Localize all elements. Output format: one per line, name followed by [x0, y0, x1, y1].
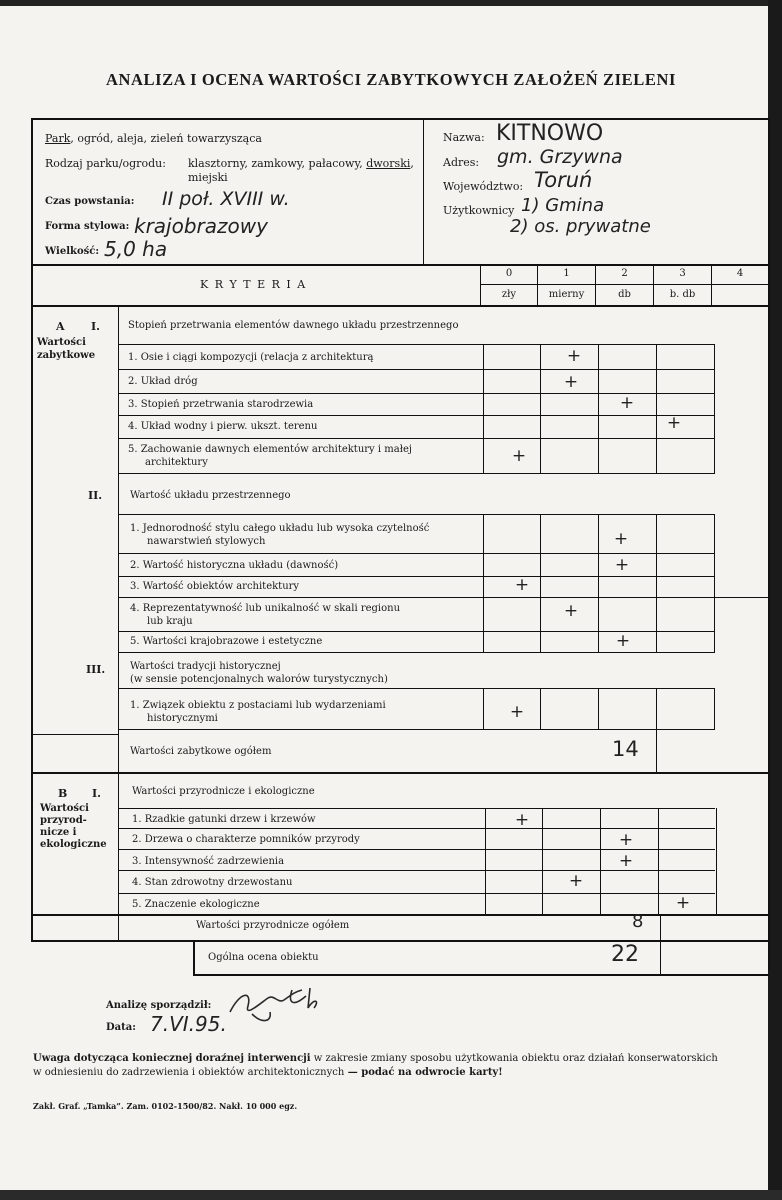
- a1-item-5-cont: architektury: [145, 457, 208, 468]
- woj-value: Toruń: [534, 168, 593, 192]
- scale-col-1-label: mierny: [548, 289, 585, 300]
- b-item-1: 1. Rzadkie gatunki drzew i krzewów: [132, 814, 316, 825]
- overall-value: 22: [611, 942, 639, 967]
- section-a-roman-iii: III.: [86, 663, 106, 676]
- czas-value: II poł. XVIII w.: [162, 188, 290, 210]
- scan-edge-top: [0, 0, 782, 6]
- mark-b-4: +: [568, 871, 584, 891]
- mark-a1-1: +: [566, 346, 582, 366]
- section-b-roman: I.: [92, 787, 101, 800]
- scan-edge-right: [768, 0, 782, 1200]
- rodzaj-opts-dworski: dworski: [366, 157, 411, 170]
- scale-col-3-label: b. db: [669, 289, 696, 300]
- mark-a2-2: +: [614, 555, 630, 575]
- rodzaj-options: [188, 157, 414, 170]
- b-item-2: 2. Drzewa o charakterze pomników przyrody: [132, 834, 360, 845]
- mark-a3-1: +: [509, 702, 525, 722]
- wielkosc-label: Wielkość:: [45, 246, 100, 257]
- mark-b-3: +: [618, 851, 634, 871]
- scale-col-2-label: db: [618, 289, 631, 300]
- mark-a2-5: +: [615, 631, 631, 651]
- a1-item-3: 3. Stopień przetrwania starodrzewia: [128, 399, 314, 410]
- section-a-roman-ii: II.: [88, 489, 103, 502]
- mark-b-2: +: [618, 830, 634, 850]
- a3-item-1-cont: historycznymi: [147, 713, 218, 724]
- wielkosc-value: 5,0 ha: [104, 237, 168, 261]
- section-a-letter: A: [56, 320, 65, 333]
- overall-label: Ogólna ocena obiektu: [208, 952, 319, 963]
- a-total-value: 14: [612, 737, 639, 761]
- a2-item-3: 3. Wartość obiektów architektury: [130, 581, 300, 592]
- uzytk-value-2: 2) os. prywatne: [510, 216, 651, 237]
- mark-a2-3: +: [514, 575, 530, 595]
- nazwa-label: Nazwa:: [443, 131, 485, 144]
- b-total-value: 8: [632, 911, 644, 932]
- section-a-name-2: zabytkowe: [37, 350, 96, 361]
- rodzaj-label: Rodzaj parku/ogrodu:: [45, 157, 166, 170]
- a1-title: Stopień przetrwania elementów dawnego układu przestrzennego: [128, 320, 459, 331]
- czas-label: Czas powstania:: [45, 196, 135, 207]
- section-b-name-3: nicze i: [40, 827, 77, 838]
- uzytk-value-1: 1) Gmina: [521, 195, 605, 216]
- rodzaj-opts-3: miejski: [188, 171, 228, 184]
- scale-col-2-num: 2: [621, 268, 628, 279]
- uwaga-line2b: — podać na odwrocie karty!: [344, 1067, 503, 1078]
- a-total-label: Wartości zabytkowe ogółem: [130, 746, 272, 757]
- section-b-name-2: przyrod-: [40, 815, 87, 826]
- uwaga-bold: Uwaga dotycząca koniecznej doraźnej interwencji: [33, 1053, 311, 1064]
- a3-title-1: Wartości tradycji historycznej: [130, 661, 281, 672]
- mark-a1-2: +: [563, 372, 579, 392]
- kryteria-heading: K R Y T E R I A: [200, 278, 307, 291]
- a2-item-4: 4. Reprezentatywność lub unikalność w skali regionu: [130, 603, 401, 614]
- a1-item-2: 2. Układ dróg: [128, 376, 198, 387]
- mark-a1-4: +: [666, 413, 682, 433]
- a3-item-1: 1. Związek obiektu z postaciami lub wydarzeniami: [130, 700, 386, 711]
- a1-item-4: 4. Układ wodny i pierw. ukszt. terenu: [128, 421, 318, 432]
- uwaga-line-2: [33, 1067, 503, 1078]
- rodzaj-opts-1: klasztorny, zamkowy, pałacowy,: [188, 157, 367, 170]
- a2-item-1-cont: nawarstwień stylowych: [147, 536, 266, 547]
- scale-col-0-label: zły: [501, 289, 517, 300]
- section-a-name-1: Wartości: [37, 337, 86, 348]
- data-value: 7.VI.95.: [150, 1012, 227, 1036]
- uzytk-label: Użytkownicy: [443, 204, 515, 217]
- adres-label: Adres:: [443, 156, 480, 169]
- scan-edge-bottom: [0, 1190, 782, 1200]
- uwaga-line-1: [33, 1053, 718, 1064]
- b-item-3: 3. Intensywność zadrzewienia: [132, 856, 285, 867]
- uwaga-rest: w zakresie zmiany sposobu użytkowania obiektu oraz działań konserwatorskich: [310, 1053, 718, 1064]
- a2-item-4-cont: lub kraju: [147, 616, 193, 627]
- b-item-5: 5. Znaczenie ekologiczne: [132, 899, 260, 910]
- scale-col-0-num: 0: [505, 268, 513, 279]
- section-b-letter: B: [58, 787, 68, 800]
- print-info: Zakł. Graf. „Tamka”. Zam. 0102-1500/82. Nakł. 10 000 egz.: [33, 1101, 298, 1111]
- a2-item-5: 5. Wartości krajobrazowe i estetyczne: [130, 636, 323, 647]
- b-total-label: Wartości przyrodnicze ogółem: [196, 920, 350, 931]
- rodzaj-opts-2: ,: [410, 157, 414, 170]
- b-title: Wartości przyrodnicze i ekologiczne: [132, 786, 315, 797]
- woj-label: Województwo:: [443, 180, 524, 193]
- mark-a2-1: +: [613, 529, 629, 549]
- data-label: Data:: [106, 1022, 136, 1033]
- park-type-rest: , ogród, aleja, zieleń towarzysząca: [70, 132, 262, 145]
- scale-col-3-num: 3: [679, 268, 686, 279]
- forma-label: Forma stylowa:: [45, 221, 130, 232]
- park-type-line: [45, 132, 262, 145]
- mark-a2-4: +: [563, 601, 579, 621]
- section-b-name-4: ekologiczne: [40, 839, 107, 850]
- section-b-name-1: Wartości: [40, 803, 89, 814]
- mark-b-5: +: [675, 893, 691, 913]
- a1-item-5: 5. Zachowanie dawnych elementów architektury i małej: [128, 444, 412, 455]
- a2-item-2: 2. Wartość historyczna układu (dawność): [130, 560, 339, 571]
- forma-value: krajobrazowy: [134, 214, 268, 238]
- park-type-park: Park: [45, 132, 71, 145]
- mark-a1-3: +: [619, 393, 635, 413]
- a1-item-1: 1. Osie i ciągi kompozycji (relacja z architekturą: [128, 352, 374, 363]
- uwaga-line2a: w odniesieniu do zadrzewienia i obiektów architektonicznych: [33, 1067, 345, 1078]
- b-item-4: 4. Stan zdrowotny drzewostanu: [132, 877, 293, 888]
- scale-col-1-num: 1: [563, 268, 570, 279]
- form-title: ANALIZA I OCENA WARTOŚCI ZABYTKOWYCH ZAŁOŻEŃ ZIELENI: [105, 70, 677, 89]
- a2-item-1: 1. Jednorodność stylu całego układu lub wysoka czytelność: [130, 523, 430, 534]
- a3-title-2: (w sensie potencjonalnych walorów turystycznych): [130, 674, 388, 685]
- mark-b-1: +: [514, 810, 530, 830]
- adres-value: gm. Grzywna: [497, 146, 623, 168]
- analyst-signature: [222, 982, 326, 1028]
- mark-a1-5: +: [511, 446, 527, 466]
- analiza-label: Analizę sporządził:: [106, 1000, 212, 1011]
- nazwa-value: KITNOWO: [496, 121, 604, 146]
- a2-title: Wartość układu przestrzennego: [130, 490, 291, 501]
- scale-col-4-num: 4: [736, 268, 744, 279]
- section-a-roman-i: I.: [91, 320, 100, 333]
